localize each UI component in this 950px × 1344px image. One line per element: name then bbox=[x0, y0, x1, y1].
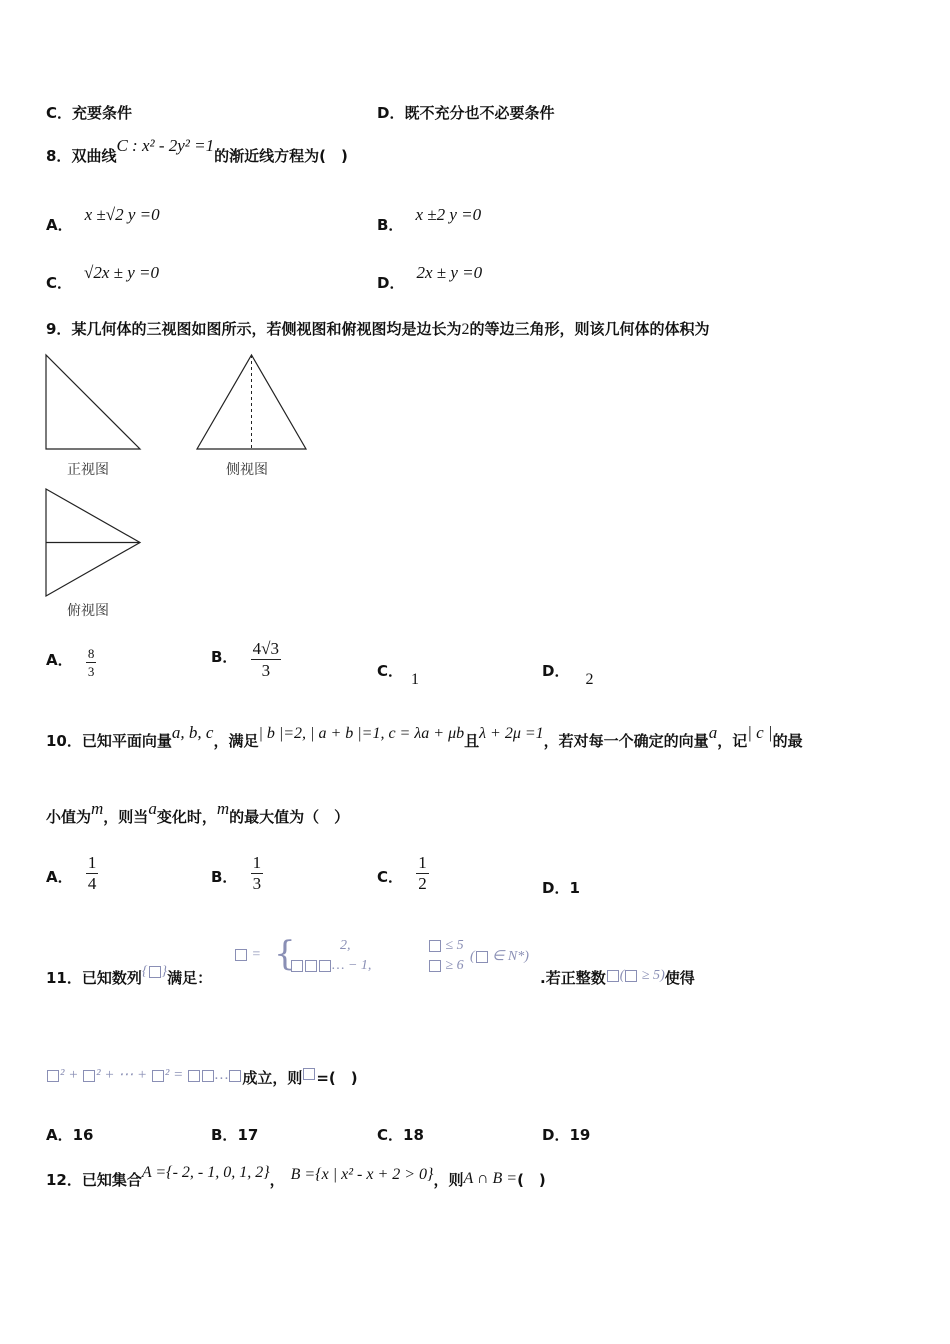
option-label: D． bbox=[542, 879, 570, 897]
fraction-numerator: 1 bbox=[87, 853, 97, 872]
q12-stem bbox=[46, 1164, 546, 1190]
placeholder-glyph bbox=[229, 1070, 241, 1082]
fraction-denominator: 3 bbox=[87, 664, 95, 679]
question-text: 满足： bbox=[167, 969, 213, 987]
question-text: 的最 bbox=[772, 732, 803, 750]
question-number: 11． bbox=[46, 969, 82, 987]
q9-option-b bbox=[211, 638, 281, 681]
top-view-label: 俯视图 bbox=[67, 603, 109, 619]
case-1-condition-text: ≤ 5 bbox=[445, 938, 464, 953]
sequence-symbol: { } bbox=[141, 964, 168, 979]
placeholder-glyph bbox=[83, 1070, 95, 1082]
placeholder-glyph bbox=[152, 1070, 164, 1082]
coefficient-condition: λ + 2μ =1 bbox=[479, 725, 544, 742]
hyperbola-equation: C : x² - 2y² =1 bbox=[116, 136, 215, 155]
option-fraction bbox=[251, 638, 281, 681]
option-value: 19 bbox=[569, 1126, 591, 1144]
vector-condition: | b |=2, | a + b |=1, c = λa + μb bbox=[258, 725, 465, 742]
q11-option-a bbox=[46, 1124, 93, 1145]
case-2-value bbox=[290, 958, 371, 974]
front-view-label: 正视图 bbox=[67, 462, 109, 478]
option-value: 1 bbox=[411, 671, 420, 688]
question-text: ，记 bbox=[717, 732, 748, 750]
abs-c: | c | bbox=[747, 723, 773, 742]
option-label: A． bbox=[46, 1126, 73, 1144]
option-fraction bbox=[251, 853, 264, 894]
option-label: B． bbox=[211, 648, 238, 666]
case-2-condition bbox=[428, 958, 464, 974]
intersection-expression: A ∩ B = bbox=[463, 1170, 518, 1187]
option-label: D． bbox=[542, 1126, 570, 1144]
option-label: C． bbox=[377, 662, 404, 680]
q11-option-b bbox=[211, 1124, 258, 1145]
fraction-numerator: 1 bbox=[418, 853, 427, 872]
question-text: 已知平面向量 bbox=[81, 732, 172, 750]
question-text: 已知数列 bbox=[81, 969, 142, 987]
placeholder-glyph bbox=[607, 970, 619, 982]
q11-piecewise-definition bbox=[232, 936, 542, 976]
q11-option-d bbox=[542, 1124, 590, 1145]
integer-condition: ( ≥ 5) bbox=[606, 968, 665, 983]
question-text: 小值为 bbox=[46, 808, 92, 826]
option-label: B． bbox=[211, 868, 238, 886]
option-label: C． bbox=[46, 104, 73, 122]
question-number: 8． bbox=[46, 147, 72, 165]
option-value: 1 bbox=[569, 879, 580, 897]
fraction-numerator: 8 bbox=[87, 646, 95, 661]
option-text: 充要条件 bbox=[72, 104, 133, 122]
q10-option-a bbox=[46, 853, 98, 894]
placeholder-glyph bbox=[188, 1070, 200, 1082]
option-label: A． bbox=[46, 868, 73, 886]
question-text: ，若对每一个确定的向量 bbox=[543, 732, 709, 750]
placeholder-glyph bbox=[319, 960, 331, 972]
question-number: 9． bbox=[46, 320, 72, 338]
front-view-triangle bbox=[46, 355, 140, 449]
vector-a: a bbox=[148, 799, 157, 818]
question-text: ( ) bbox=[517, 1171, 546, 1189]
option-label: C． bbox=[377, 868, 404, 886]
fraction-denominator: 3 bbox=[252, 874, 262, 893]
placeholder-glyph bbox=[429, 960, 441, 972]
option-fraction bbox=[416, 853, 429, 894]
option-fraction bbox=[86, 853, 99, 894]
placeholder-glyph bbox=[303, 1068, 315, 1080]
placeholder-glyph bbox=[235, 949, 247, 961]
option-text: 既不充分也不必要条件 bbox=[404, 104, 555, 122]
case-1-value: 2, bbox=[340, 938, 351, 953]
option-label: D． bbox=[377, 274, 405, 292]
q10-option-c bbox=[377, 853, 429, 894]
placeholder-glyph bbox=[305, 960, 317, 972]
question-text: 使得 bbox=[664, 969, 695, 987]
fraction-numerator: 1 bbox=[252, 853, 262, 872]
option-value: 17 bbox=[237, 1126, 259, 1144]
placeholder-glyph bbox=[476, 951, 488, 963]
option-formula: x ±2 y =0 bbox=[415, 205, 482, 224]
placeholder-glyph bbox=[291, 960, 303, 972]
option-label: A． bbox=[46, 651, 73, 669]
set-a: A ={- 2, - 1, 0, 1, 2} bbox=[141, 1164, 270, 1181]
question-number: 10． bbox=[46, 732, 82, 750]
question-text: ，则 bbox=[433, 1171, 464, 1189]
q9-option-c bbox=[377, 660, 420, 688]
q9-option-a bbox=[46, 645, 96, 680]
question-text: 双曲线 bbox=[71, 147, 117, 165]
question-text: 且 bbox=[464, 732, 480, 750]
option-label: C． bbox=[46, 274, 73, 292]
question-text: 的最大值为（ ） bbox=[229, 808, 350, 826]
case-2-text: … − 1, bbox=[332, 958, 372, 973]
placeholder-glyph bbox=[429, 940, 441, 952]
case-1-condition bbox=[428, 938, 464, 954]
question-text: 的等边三角形，则该几何体的体积为 bbox=[469, 320, 710, 338]
vector-a: a bbox=[708, 723, 718, 742]
option-formula: √2x ± y =0 bbox=[84, 263, 159, 282]
question-text: 的渐近线方程为( ) bbox=[214, 147, 348, 165]
question-text: ， bbox=[269, 1171, 285, 1189]
question-text: 成立，则 bbox=[242, 1069, 303, 1087]
q11-stem-line1-tail bbox=[540, 967, 695, 988]
case-2-condition-text: ≥ 6 bbox=[445, 958, 464, 973]
question-text: 已知集合 bbox=[81, 1171, 142, 1189]
unknown-symbol bbox=[302, 1066, 316, 1081]
placeholder-glyph bbox=[149, 966, 161, 978]
question-text: 某几何体的三视图如图所示，若侧视图和俯视图均是边长为 bbox=[71, 320, 462, 338]
question-text: .若正整数 bbox=[540, 969, 606, 987]
variable-m: m bbox=[216, 799, 230, 818]
side-length: 2 bbox=[461, 321, 470, 338]
q9-option-d bbox=[542, 660, 594, 688]
fraction-numerator: 4√3 bbox=[252, 639, 280, 658]
sum-of-squares-equation: ² + ² + ⋯ + ² = … bbox=[46, 1067, 242, 1083]
option-label: D． bbox=[542, 662, 570, 680]
question-text: ，则当 bbox=[103, 808, 149, 826]
variable-m: m bbox=[91, 799, 104, 818]
placeholder-glyph bbox=[47, 1070, 59, 1082]
q11-stem-line1 bbox=[46, 964, 213, 988]
option-formula: x ±√2 y =0 bbox=[84, 205, 160, 224]
q10-option-b bbox=[211, 853, 263, 894]
integer-condition-text: ≥ 5 bbox=[641, 968, 661, 983]
question-text: =( ) bbox=[316, 1069, 358, 1087]
three-view-figure bbox=[0, 0, 950, 620]
domain-condition: ( ∈ N*) bbox=[470, 949, 529, 964]
question-text: ，满足 bbox=[213, 732, 259, 750]
option-value: 2 bbox=[585, 671, 594, 688]
fraction-denominator: 3 bbox=[261, 661, 271, 680]
q10-stem-line1 bbox=[46, 723, 803, 751]
option-label: A． bbox=[46, 216, 73, 234]
option-label: B． bbox=[211, 1126, 238, 1144]
vector-variables: a, b, c bbox=[171, 723, 214, 742]
sequence-term: = bbox=[234, 947, 261, 963]
q11-stem-line2 bbox=[46, 1067, 358, 1088]
fraction-denominator: 4 bbox=[87, 874, 97, 893]
set-b: B ={x | x² - x + 2 > 0} bbox=[290, 1166, 434, 1183]
option-value: 18 bbox=[403, 1126, 424, 1144]
q10-stem-line2 bbox=[46, 799, 350, 827]
q11-option-c bbox=[377, 1124, 424, 1145]
option-value: 16 bbox=[72, 1126, 94, 1144]
option-label: D． bbox=[377, 104, 405, 122]
left-brace: { bbox=[274, 934, 296, 974]
placeholder-glyph bbox=[202, 1070, 214, 1082]
fraction-denominator: 2 bbox=[418, 874, 427, 893]
q10-option-d bbox=[542, 877, 580, 898]
question-text: 变化时， bbox=[156, 808, 217, 826]
option-label: C． bbox=[377, 1126, 404, 1144]
option-label: B． bbox=[377, 216, 404, 234]
placeholder-glyph bbox=[625, 970, 637, 982]
side-view-label: 侧视图 bbox=[226, 462, 268, 478]
domain-text: ∈ N* bbox=[492, 949, 525, 964]
question-number: 12． bbox=[46, 1171, 82, 1189]
option-formula: 2x ± y =0 bbox=[416, 263, 483, 282]
option-fraction bbox=[86, 645, 97, 680]
